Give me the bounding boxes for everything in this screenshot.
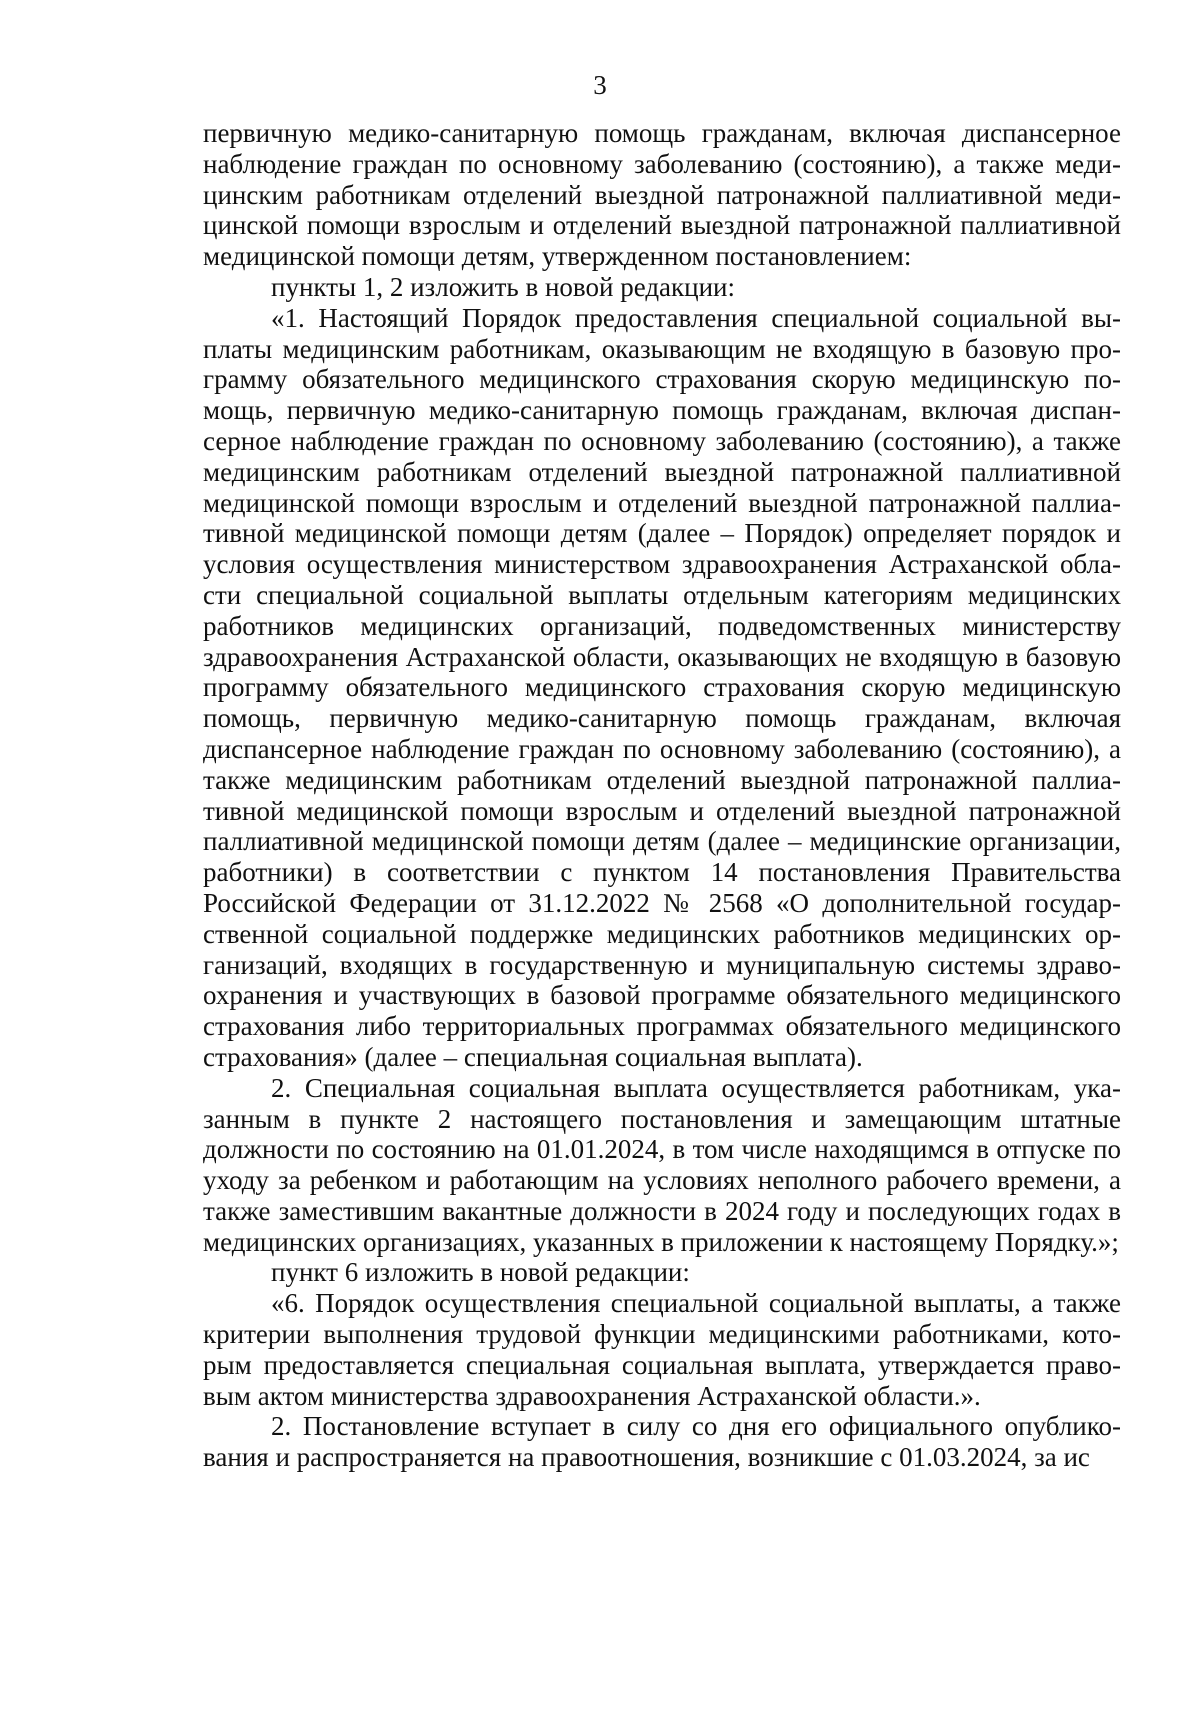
paragraph-points-1-2-intro: пункты 1, 2 изложить в новой редакции: bbox=[271, 271, 736, 302]
paragraph-entry-into-force: 2. Постановление вступает в силу со дня его официального опубликования и распространяется на правоотношения, возникшие с 01.03.2024, за ис bbox=[203, 1411, 1121, 1473]
paragraph-continuation: первичную медико-санитарную помощь гражданам, включая диспансерное наблюдение граждан по основному заболеванию (состоянию), а также медицинским работникам отделений выездной патронажной паллиативной медицинской помощи взрослым и отделений выездной патронажной паллиативной медицинской помощи детям, утвержденном постановлением: bbox=[203, 118, 1121, 272]
paragraph-point-6: «6. Порядок осуществления специальной социальной выплаты, а также критерии выполнения трудовой функции медицинскими работниками, которым предоставляется специальная социальная выплата, утверждается правовым актом министерства здравоохранения Астраханской области.». bbox=[203, 1288, 1121, 1411]
page-number: 3 bbox=[593, 70, 607, 100]
paragraph-point-1: «1. Настоящий Порядок предоставления специальной социальной выплаты медицинским работникам, оказывающим не входящую в базовую программу обязательного медицинского страхования скорую медицинскую помощь, первичную медико-санитарную помощь гражданам, включая диспансерное наблюдение граждан по основному заболеванию (состоянию), а также медицинским работникам отделений выездной патронажной паллиативной медицинской помощи взрослым и отделений выездной патронажной паллиативной медицинской помощи детям (далее – Порядок) определяет порядок и условия осуществления министерством здравоохранения Астраханской области специальной социальной выплаты отдельным категориям медицинских работников медицинских организаций, подведомственных министерству здравоохранения Астраханской области, оказывающих не входящую в базовую программу обязательного медицинского страхования скорую медицинскую помощь, первичную медико-санитарную помощь гражданам, включая диспансерное наблюдение граждан по основному заболеванию (состоянию), а также медицинским работникам отделений выездной патронажной паллиативной медицинской помощи взрослым и отделений выездной патронажной паллиативной медицинской помощи детям (далее – медицинские организации, работники) в соответствии с пунктом 14 постановления Правительства Российской Федерации от 31.12.2022 № 2568 «О дополнительной государственной социальной поддержке медицинских работников медицинских организаций, входящих в государственную и муниципальную системы здравоохранения и участвующих в базовой программе обязательного медицинского страхования либо территориальных программах обязательного медицинского страхования» (далее – специальная социальная выплата). bbox=[203, 302, 1121, 1072]
paragraph-point-2: 2. Специальная социальная выплата осуществляется работникам, указанным в пункте 2 настоящего постановления и замещающим штатные должности по состоянию на 01.01.2024, в том числе находящимся в отпуске по уходу за ребенком и работающим на условиях неполного рабочего времени, а также заместившим вакантные должности в 2024 году и последующих годах в медицинских организациях, указанных в приложении к настоящему Порядку.»; bbox=[203, 1072, 1121, 1257]
paragraph-point-6-intro: пункт 6 изложить в новой редакции: bbox=[271, 1257, 690, 1288]
document-body bbox=[203, 118, 1121, 1473]
